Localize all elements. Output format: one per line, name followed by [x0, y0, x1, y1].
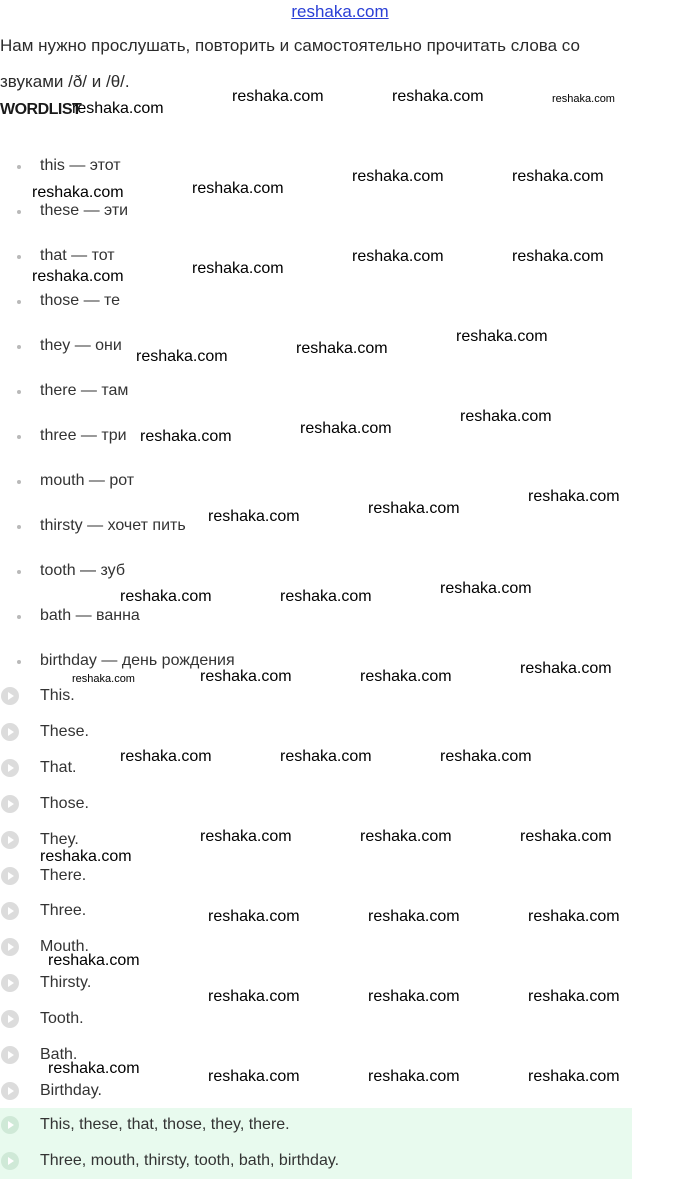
play-icon[interactable] — [1, 759, 19, 777]
watermark: reshaka.com — [512, 248, 604, 265]
site-logo[interactable]: reshaka.com — [291, 2, 389, 21]
watermark: reshaka.com — [512, 168, 604, 185]
list-item: this — этот — [40, 157, 121, 174]
bullet-icon — [17, 435, 21, 439]
play-icon[interactable] — [1, 1152, 19, 1170]
watermark: reshaka.com — [440, 580, 532, 597]
audio-word: Birthday. — [40, 1082, 102, 1099]
list-item: birthday — день рождения — [40, 652, 235, 669]
play-icon[interactable] — [1, 1046, 19, 1064]
watermark: reshaka.com — [440, 748, 532, 765]
watermark: reshaka.com — [32, 268, 124, 285]
watermark: reshaka.com — [520, 828, 612, 845]
audio-word: These. — [40, 723, 89, 740]
watermark: reshaka.com — [208, 508, 300, 525]
watermark: reshaka.com — [140, 428, 232, 445]
audio-word: Mouth. — [40, 938, 89, 955]
audio-word: Thirsty. — [40, 974, 92, 991]
list-item: that — тот — [40, 247, 115, 264]
bullet-icon — [17, 570, 21, 574]
watermark: reshaka.com — [352, 168, 444, 185]
watermark: reshaka.com — [200, 828, 292, 845]
bullet-icon — [17, 390, 21, 394]
list-item: mouth — рот — [40, 472, 135, 489]
audio-phrase: This, these, that, those, they, there. — [40, 1116, 290, 1133]
watermark: reshaka.com — [552, 93, 615, 105]
audio-word: They. — [40, 831, 79, 848]
play-icon[interactable] — [1, 795, 19, 813]
watermark: reshaka.com — [48, 952, 140, 969]
watermark: reshaka.com — [280, 748, 372, 765]
play-icon[interactable] — [1, 902, 19, 920]
list-item: these — эти — [40, 202, 129, 219]
watermark: reshaka.com — [296, 340, 388, 357]
watermark: reshaka.com — [72, 673, 135, 685]
bullet-icon — [17, 615, 21, 619]
list-item: thirsty — хочет пить — [40, 517, 186, 534]
watermark: reshaka.com — [460, 408, 552, 425]
play-icon[interactable] — [1, 938, 19, 956]
watermark: reshaka.com — [280, 588, 372, 605]
intro-line-2: звуками /ð/ и /θ/. — [0, 72, 130, 91]
list-item: three — три — [40, 427, 127, 444]
watermark: reshaka.com — [136, 348, 228, 365]
audio-word: Three. — [40, 902, 87, 919]
list-item: there — там — [40, 382, 129, 399]
bullet-icon — [17, 660, 21, 664]
intro-line-1: Нам нужно прослушать, повторить и самостоятельно прочитать слова со — [0, 36, 580, 55]
watermark: reshaka.com — [300, 420, 392, 437]
watermark: reshaka.com — [352, 248, 444, 265]
watermark: reshaka.com — [528, 488, 620, 505]
watermark: reshaka.com — [528, 1068, 620, 1085]
watermark: reshaka.com — [200, 668, 292, 685]
watermark: reshaka.com — [208, 988, 300, 1005]
watermark: reshaka.com — [392, 88, 484, 105]
list-item: they — они — [40, 337, 122, 354]
watermark: reshaka.com — [368, 908, 460, 925]
play-icon[interactable] — [1, 1116, 19, 1134]
play-icon[interactable] — [1, 1082, 19, 1100]
bullet-icon — [17, 480, 21, 484]
bullet-icon — [17, 165, 21, 169]
play-icon[interactable] — [1, 687, 19, 705]
bullet-icon — [17, 300, 21, 304]
audio-word: That. — [40, 759, 77, 776]
watermark: reshaka.com — [208, 1068, 300, 1085]
watermark: reshaka.com — [40, 848, 132, 865]
list-item: tooth — зуб — [40, 562, 125, 579]
audio-word: This. — [40, 687, 75, 704]
audio-word: Tooth. — [40, 1010, 84, 1027]
watermark: reshaka.com — [192, 180, 284, 197]
watermark: reshaka.com — [528, 908, 620, 925]
watermark: reshaka.com — [360, 668, 452, 685]
play-icon[interactable] — [1, 723, 19, 741]
watermark: reshaka.com — [368, 988, 460, 1005]
play-icon[interactable] — [1, 974, 19, 992]
watermark: reshaka.com — [232, 88, 324, 105]
watermark: reshaka.com — [528, 988, 620, 1005]
audio-word: There. — [40, 867, 87, 884]
play-icon[interactable] — [1, 1010, 19, 1028]
audio-word: Those. — [40, 795, 89, 812]
watermark: reshaka.com — [368, 1068, 460, 1085]
bullet-icon — [17, 255, 21, 259]
watermark: reshaka.com — [368, 500, 460, 517]
watermark: reshaka.com — [520, 660, 612, 677]
watermark: reshaka.com — [192, 260, 284, 277]
play-icon[interactable] — [1, 867, 19, 885]
watermark: reshaka.com — [456, 328, 548, 345]
list-item: those — те — [40, 292, 121, 309]
list-item: bath — ванна — [40, 607, 140, 624]
play-icon[interactable] — [1, 831, 19, 849]
watermark: reshaka.com — [360, 828, 452, 845]
bullet-icon — [17, 210, 21, 214]
bullet-icon — [17, 525, 21, 529]
watermark: reshaka.com — [208, 908, 300, 925]
watermark: reshaka.com — [48, 1060, 140, 1077]
watermark: reshaka.com — [120, 748, 212, 765]
watermark: reshaka.com — [32, 184, 124, 201]
audio-word: Bath. — [40, 1046, 78, 1063]
audio-phrase-row — [0, 1144, 632, 1179]
audio-phrase-row — [0, 1108, 632, 1144]
bullet-icon — [17, 345, 21, 349]
watermark: reshaka.com — [72, 100, 164, 117]
wordlist-heading: WORDLIST — [0, 101, 82, 118]
watermark: reshaka.com — [120, 588, 212, 605]
audio-phrase: Three, mouth, thirsty, tooth, bath, birthday. — [40, 1152, 340, 1169]
